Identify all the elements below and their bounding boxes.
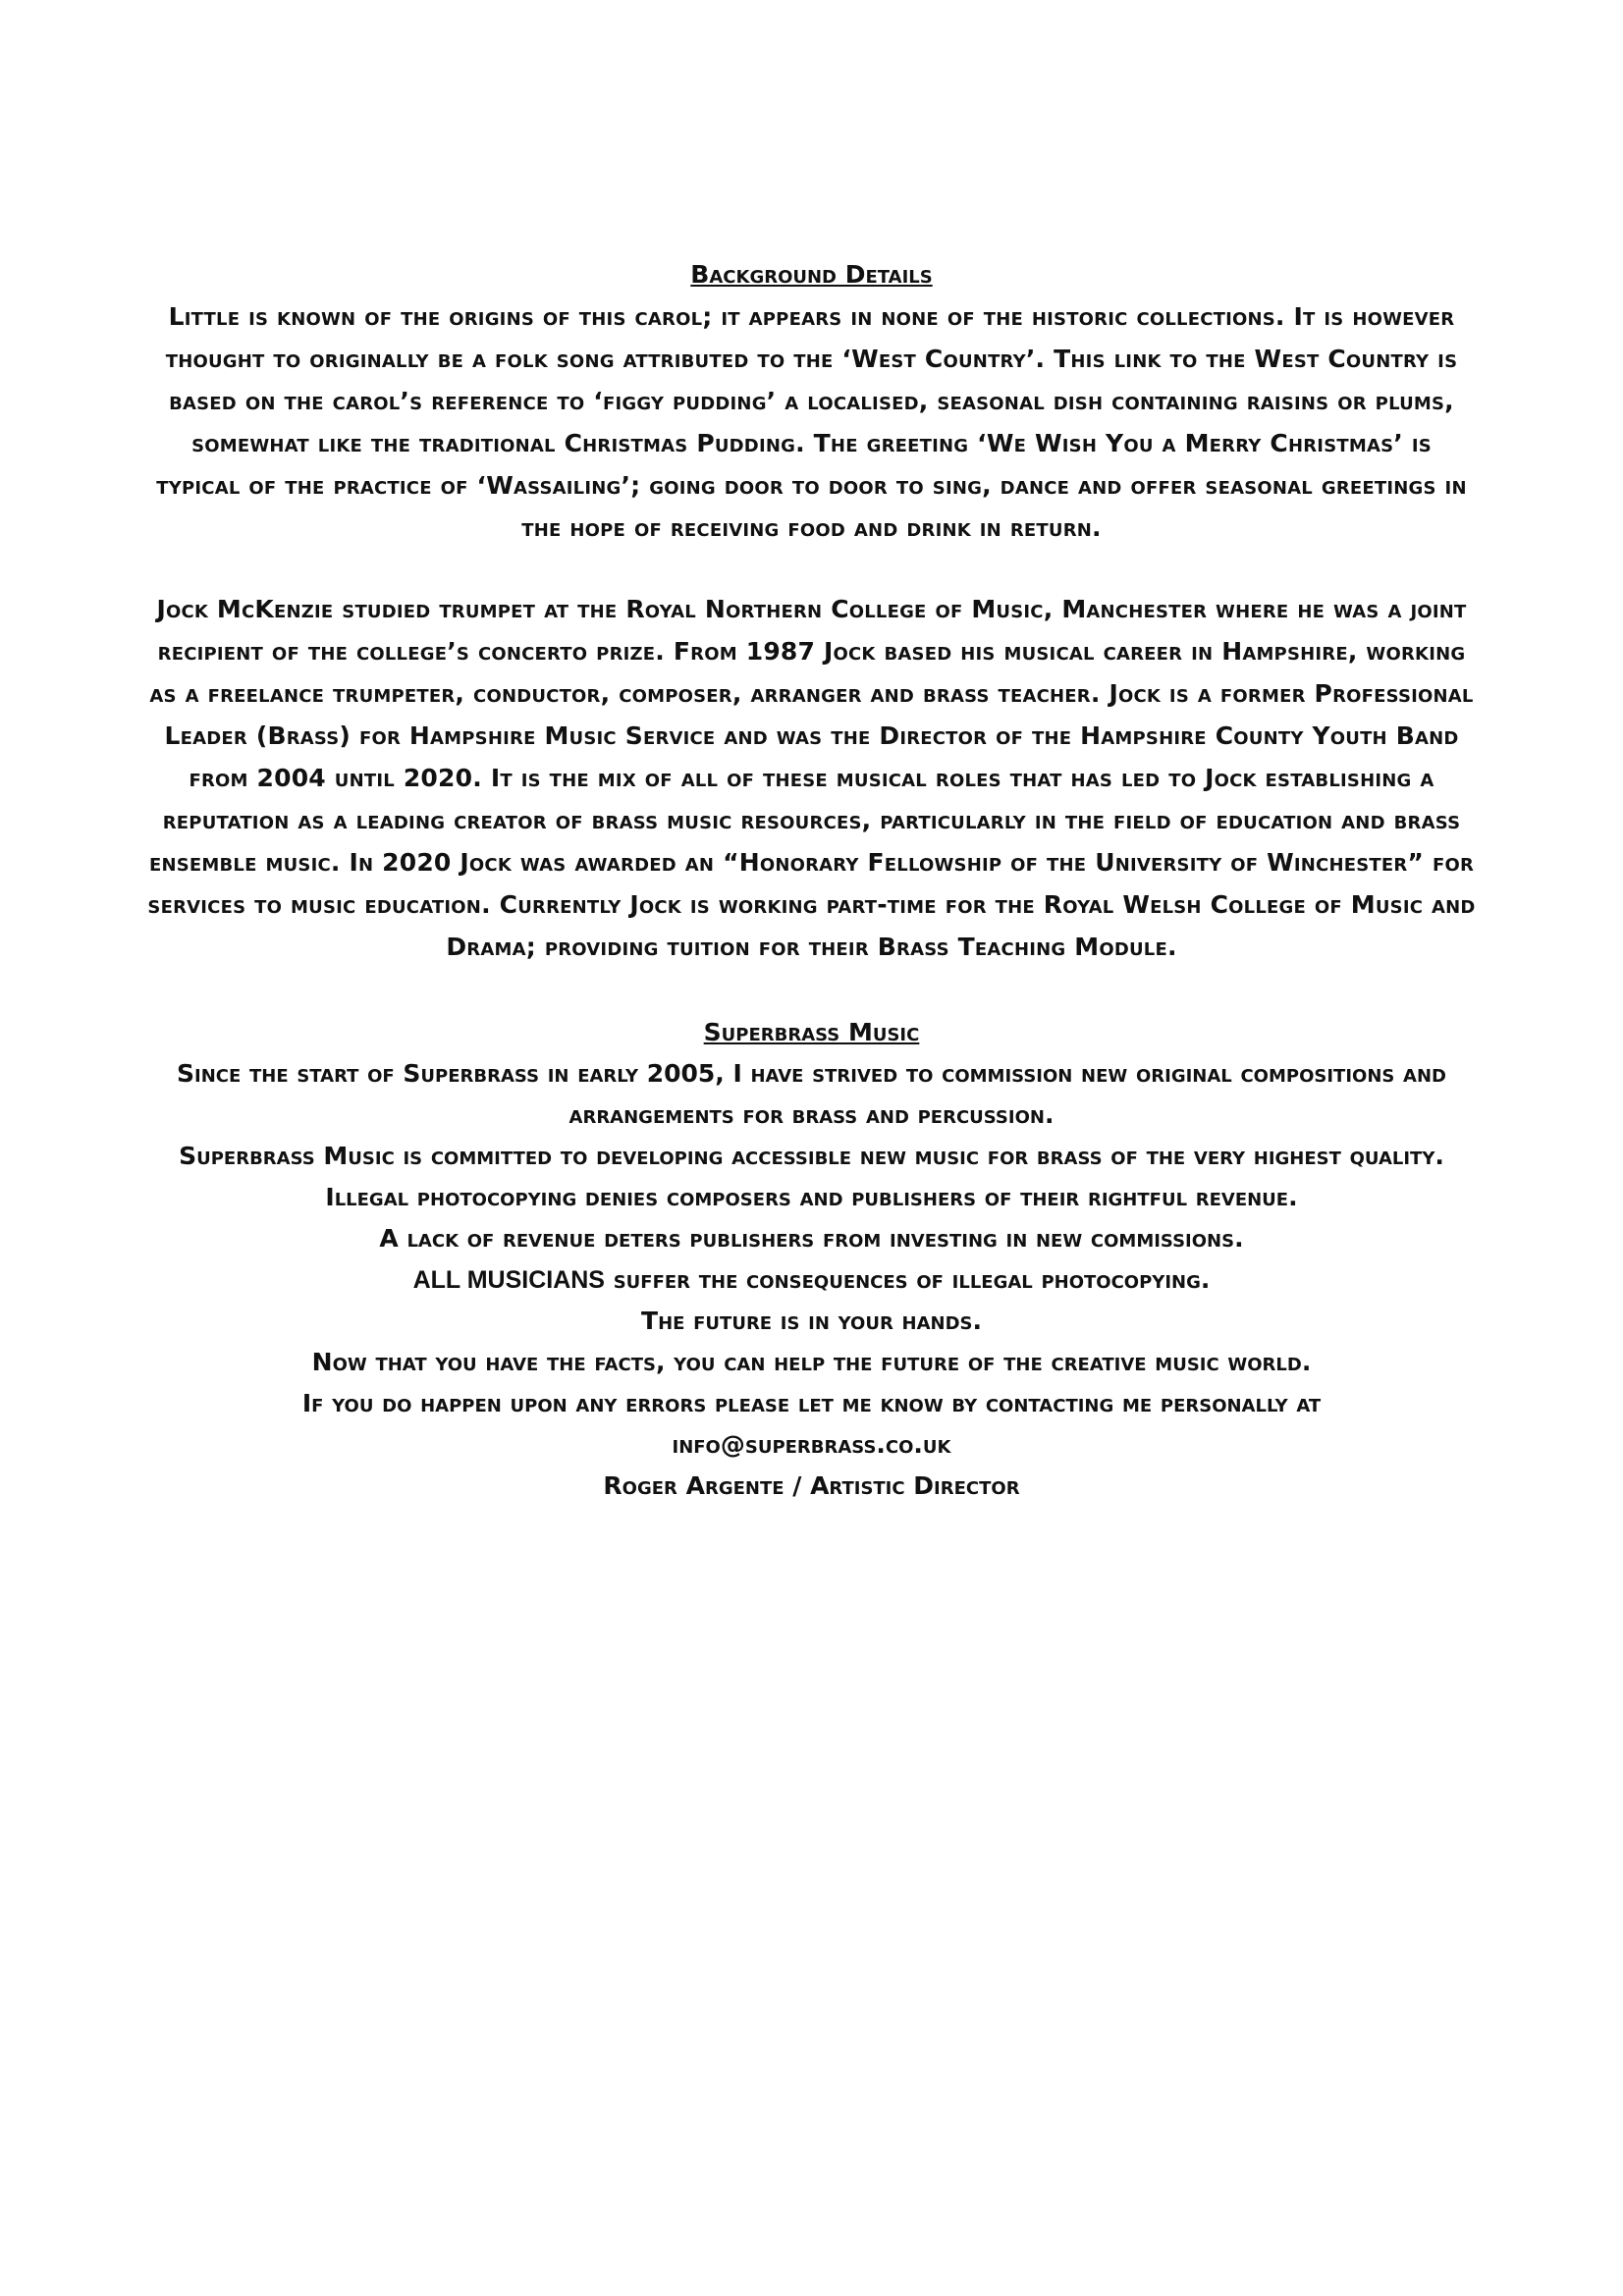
section-spacer [147,968,1476,1011]
signature: Roger Argente / Artistic Director [603,1471,1020,1500]
background-details-heading: Background Details [690,260,933,289]
section-spacer [147,549,1476,588]
superbrass-line: The future is in your hands. [641,1307,982,1335]
all-musicians-emphasis: ALL MUSICIANS [412,1266,605,1294]
superbrass-line: Illegal photocopying denies composers and publishers of their rightful revenue. [325,1183,1298,1211]
superbrass-line: A lack of revenue deters publishers from investing in new commissions. [379,1224,1244,1253]
musicians-line-rest: suffer the consequences of illegal photocopying. [604,1265,1211,1294]
background-details-paragraph: Little is known of the origins of this carol; it appears in none of the historic collections. It is however thought to originally be a folk song attributed to the ‘West Country’. This link to the West Country is based on the carol’s reference to ‘figgy pudding’ a localised, seasonal dish containing raisins or plums, somewhat like the traditional Christmas Pudding. The greeting ‘We Wish You a Merry Christmas’ is typical of the practice of ‘Wassailing’; going door to door to sing, dance and offer seasonal greetings in the hope of receiving food and drink in return. [156,302,1467,542]
superbrass-line: Since the start of Superbrass in early 2005, I have strived to commission new original compositions and arrangements for brass and percussion. [177,1059,1446,1129]
document-page [147,253,1476,1507]
superbrass-musicians-line [147,1259,1476,1301]
superbrass-line: Now that you have the facts, you can help the future of the creative music world. [311,1348,1312,1376]
superbrass-line: Superbrass Music is committed to developing accessible new music for brass of the very highest quality. [179,1142,1444,1170]
superbrass-line: If you do happen upon any errors please let me know by contacting me personally at [301,1389,1322,1417]
superbrass-music-heading: Superbrass Music [703,1018,920,1046]
contact-email: info@superbrass.co.uk [672,1430,951,1459]
composer-bio-paragraph: Jock McKenzie studied trumpet at the Royal Northern College of Music, Manchester where he was a joint recipient of the college’s concerto prize. From 1987 Jock based his musical career in Hampshire, working as a freelance trumpeter, conductor, composer, arranger and brass teacher. Jock is a former Professional Leader (Brass) for Hampshire Music Service and was the Director of the Hampshire County Youth Band from 2004 until 2020. It is the mix of all of these musical roles that has led to Jock establishing a reputation as a leading creator of brass music resources, particularly in the field of education and brass ensemble music. In 2020 Jock was awarded an “Honorary Fellowship of the University of Winchester” for services to music education. Currently Jock is working part-time for the Royal Welsh College of Music and Drama; providing tuition for their Brass Teaching Module. [147,595,1476,961]
